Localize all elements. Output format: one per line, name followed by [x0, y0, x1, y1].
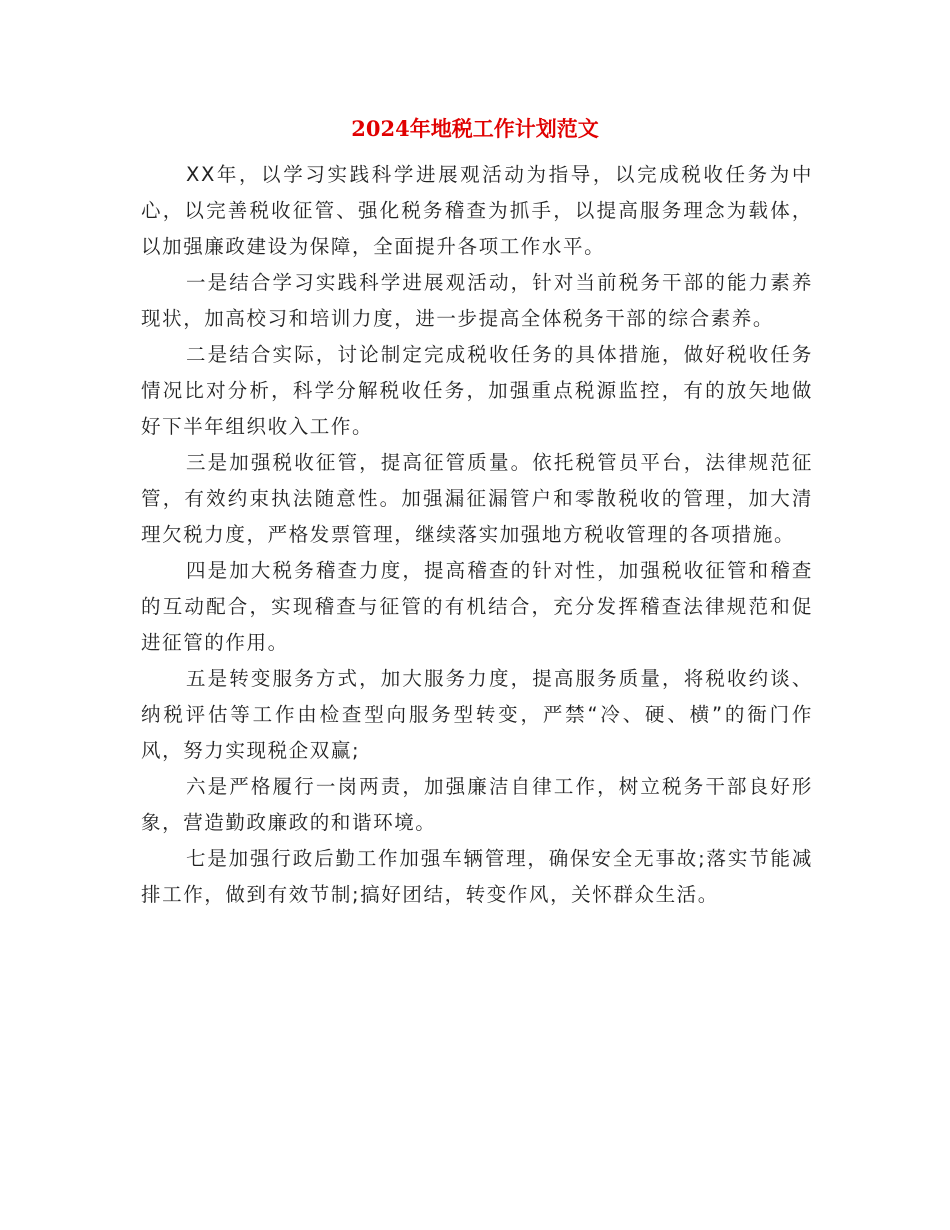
paragraph-7: 七是加强行政后勤工作加强车辆管理，确保安全无事故;落实节能减排工作，做到有效节制;搞好团结，转变作风，关怀群众生活。 — [141, 847, 813, 906]
paragraph-6: 六是严格履行一岗两责，加强廉洁自律工作，树立税务干部良好形象，营造勤政廉政的和谐环境。 — [141, 775, 813, 834]
paragraph-5: 五是转变服务方式，加大服务力度，提高服务质量，将税收约谈、纳税评估等工作由检查型向服务型转变，严禁“冷、硬、横”的衙门作风，努力实现税企双赢; — [141, 667, 813, 762]
document-body — [141, 157, 813, 913]
paragraph-intro: XX年，以学习实践科学进展观活动为指导，以完成税收任务为中心，以完善税收征管、强化税务稽查为抓手，以提高服务理念为载体，以加强廉政建设为保障，全面提升各项工作水平。 — [141, 163, 813, 258]
paragraph-3: 三是加强税收征管，提高征管质量。依托税管员平台，法律规范征管，有效约束执法随意性。加强漏征漏管户和零散税收的管理，加大清理欠税力度，严格发票管理，继续落实加强地方税收管理的各项措施。 — [141, 451, 813, 546]
paragraph-4: 四是加大税务稽查力度，提高稽查的针对性，加强税收征管和稽查的互动配合，实现稽查与征管的有机结合，充分发挥稽查法律规范和促进征管的作用。 — [141, 559, 813, 654]
paragraph-1: 一是结合学习实践科学进展观活动，针对当前税务干部的能力素养现状，加高校习和培训力度，进一步提高全体税务干部的综合素养。 — [141, 271, 813, 330]
document-title: 2024年地税工作计划范文 — [351, 116, 599, 141]
paragraph-2: 二是结合实际，讨论制定完成税收任务的具体措施，做好税收任务情况比对分析，科学分解税收任务，加强重点税源监控，有的放矢地做好下半年组织收入工作。 — [141, 343, 813, 438]
